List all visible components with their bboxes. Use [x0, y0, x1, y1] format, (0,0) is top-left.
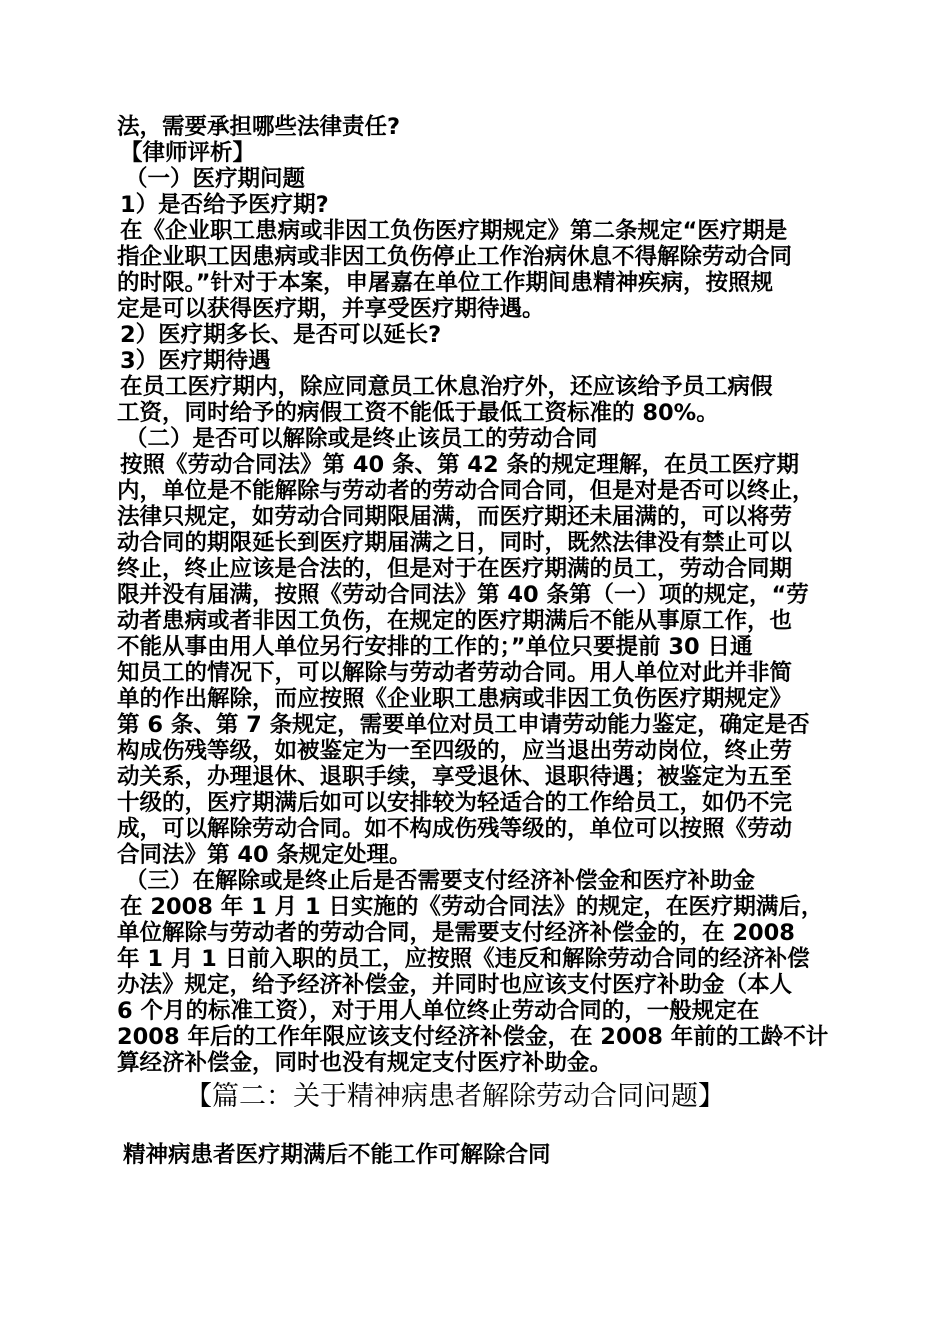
paragraph-line: 单的作出解除，而应按照《企业职工患病或非因工负伤医疗期规定》 — [117, 686, 793, 712]
paragraph-line: 【律师评析】 — [120, 140, 256, 166]
paragraph-line: （二）是否可以解除或是终止该员工的劳动合同 — [125, 426, 598, 452]
paragraph-line: 在员工医疗期内，除应同意员工休息治疗外，还应该给予员工病假 — [120, 374, 773, 400]
paragraph-line: 3）医疗期待遇 — [120, 348, 271, 374]
paragraph-line: 2）医疗期多长、是否可以延长? — [120, 322, 442, 348]
paragraph-line: 合同法》第 40 条规定处理。 — [117, 842, 412, 868]
paragraph-line: 法律只规定，如劳动合同期限届满，而医疗期还未届满的，可以将劳 — [117, 504, 793, 530]
paragraph-line: 终止，终止应该是合法的，但是对于在医疗期满的员工，劳动合同期 — [117, 556, 793, 582]
paragraph-line: 在《企业职工患病或非因工负伤医疗期规定》第二条规定“医疗期是 — [120, 218, 788, 244]
paragraph-line: 成，可以解除劳动合同。如不构成伤残等级的，单位可以按照《劳动 — [117, 816, 793, 842]
paragraph-line: 构成伤残等级，如被鉴定为一至四级的，应当退出劳动岗位，终止劳 — [117, 738, 793, 764]
paragraph-line: （一）医疗期问题 — [125, 166, 306, 192]
paragraph-line: 不能从事由用人单位另行安排的工作的；”单位只要提前 30 日通 — [117, 634, 753, 660]
paragraph-line: 按照《劳动合同法》第 40 条、第 42 条的规定理解，在员工医疗期 — [120, 452, 799, 478]
paragraph-line: 2008 年后的工作年限应该支付经济补偿金，在 2008 年前的工龄不计 — [117, 1024, 829, 1050]
article-subtitle: 精神病患者医疗期满后不能工作可解除合同 — [123, 1142, 551, 1168]
paragraph-line: 6 个月的标准工资），对于用人单位终止劳动合同的，一般规定在 — [117, 998, 760, 1024]
paragraph-line: 算经济补偿金，同时也没有规定支付医疗补助金。 — [117, 1050, 613, 1076]
paragraph-line: 年 1 月 1 日前入职的员工，应按照《违反和解除劳动合同的经济补偿 — [117, 946, 810, 972]
paragraph-line: 1）是否给予医疗期? — [120, 192, 329, 218]
paragraph-line: 动关系，办理退休、退职手续，享受退休、退职待遇；被鉴定为五至 — [117, 764, 793, 790]
paragraph-line: 定是可以获得医疗期，并享受医疗期待遇。 — [117, 296, 545, 322]
paragraph-line: （三）在解除或是终止后是否需要支付经济补偿金和医疗补助金 — [125, 868, 756, 894]
paragraph-line: 动合同的期限延长到医疗期届满之日，同时，既然法律没有禁止可以 — [117, 530, 793, 556]
paragraph-line: 第 6 条、第 7 条规定，需要单位对员工申请劳动能力鉴定，确定是否 — [117, 712, 810, 738]
paragraph-line: 法，需要承担哪些法律责任? — [117, 114, 401, 140]
paragraph-line: 的时限。”针对于本案，申屠嘉在单位工作期间患精神疾病，按照规 — [117, 270, 774, 296]
document-body — [117, 114, 845, 1168]
section-title: 【篇二：关于精神病患者解除劳动合同问题】 — [185, 1081, 725, 1112]
paragraph-line: 十级的，医疗期满后如可以安排较为轻适合的工作给员工，如仍不完 — [117, 790, 793, 816]
paragraph-line: 在 2008 年 1 月 1 日实施的《劳动合同法》的规定，在医疗期满后， — [120, 894, 824, 920]
paragraph-line: 内，单位是不能解除与劳动者的劳动合同合同，但是对是否可以终止， — [117, 478, 815, 504]
paragraph-line: 限并没有届满，按照《劳动合同法》第 40 条第（一）项的规定，“劳 — [117, 582, 809, 608]
paragraph-line: 单位解除与劳动者的劳动合同，是需要支付经济补偿金的，在 2008 — [117, 920, 795, 946]
paragraph-line: 工资，同时给予的病假工资不能低于最低工资标准的 80%。 — [117, 400, 719, 426]
paragraph-line: 办法》规定，给予经济补偿金，并同时也应该支付医疗补助金（本人 — [117, 972, 793, 998]
paragraph-line: 知员工的情况下，可以解除与劳动者劳动合同。用人单位对此并非简 — [117, 660, 793, 686]
paragraph-line: 指企业职工因患病或非因工负伤停止工作治病休息不得解除劳动合同 — [117, 244, 793, 270]
paragraph-line: 动者患病或者非因工负伤，在规定的医疗期满后不能从事原工作，也 — [117, 608, 793, 634]
